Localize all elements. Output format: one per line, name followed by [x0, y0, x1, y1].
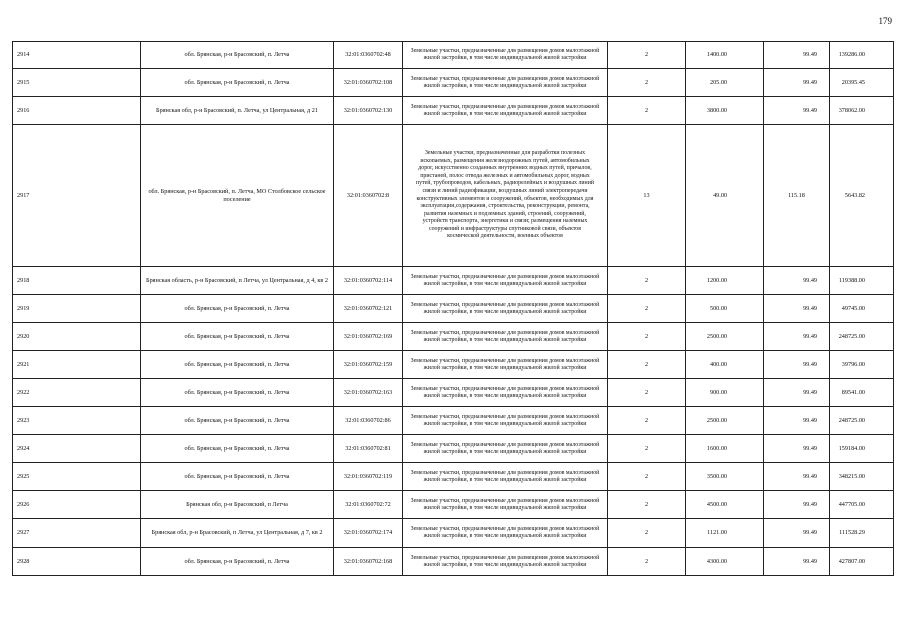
- area-cell: 1200.00: [686, 267, 764, 295]
- land-purpose-cell: Земельные участки, предназначенные для размещения домов малоэтажной жилой застройки, в том числе индивидуальной жилой застройки: [403, 519, 608, 548]
- land-purpose-cell: Земельные участки, предназначенные для размещения домов малоэтажной жилой застройки, в том числе индивидуальной жилой застройки: [403, 379, 608, 407]
- area-cell: 3800.00: [686, 97, 764, 125]
- table-row: [13, 295, 894, 323]
- address-cell: обл. Брянская, р-н Брасовский, п. Летча: [141, 42, 334, 69]
- area-cell: 3500.00: [686, 463, 764, 491]
- table-row: [13, 548, 894, 576]
- cadastral-value-cell: 20395.45: [830, 69, 894, 97]
- group-cell: 2: [608, 491, 686, 519]
- group-cell: 2: [608, 435, 686, 463]
- table-row: [13, 407, 894, 435]
- cadastral-number-cell: 32:01:0360702:130: [334, 97, 403, 125]
- unit-value-cell: 99.49: [764, 463, 830, 491]
- area-cell: 4500.00: [686, 491, 764, 519]
- address-cell: обл. Брянская, р-н Брасовский, п. Летча, МО Столбовское сельское поселение: [141, 125, 334, 267]
- address-cell: Брянская обл, р-н Брасовский, п Летча, ул Центральная, д 7, кв 2: [141, 519, 334, 548]
- cadastral-number-cell: 32:01:0360702:169: [334, 323, 403, 351]
- address-cell: обл. Брянская, р-н Брасовский, п. Летча: [141, 351, 334, 379]
- table-row: [13, 463, 894, 491]
- table-row: [13, 491, 894, 519]
- cadastral-number-cell: 32:01:0360702:8: [334, 125, 403, 267]
- land-purpose-cell: Земельные участки, предназначенные для размещения домов малоэтажной жилой застройки, в том числе индивидуальной жилой застройки: [403, 463, 608, 491]
- land-purpose-cell: Земельные участки, предназначенные для размещения домов малоэтажной жилой застройки, в том числе индивидуальной жилой застройки: [403, 407, 608, 435]
- cadastral-number-cell: 32:01:0360702:119: [334, 463, 403, 491]
- row-number: 2917: [13, 125, 141, 267]
- cadastral-value-cell: 111528.29: [830, 519, 894, 548]
- land-purpose-cell: Земельные участки, предназначенные для размещения домов малоэтажной жилой застройки, в том числе индивидуальной жилой застройки: [403, 435, 608, 463]
- table-row: [13, 97, 894, 125]
- area-cell: 2500.00: [686, 407, 764, 435]
- cadastral-number-cell: 32:01:0360702:72: [334, 491, 403, 519]
- address-cell: обл. Брянская, р-н Брасовский, п. Летча: [141, 435, 334, 463]
- cadastral-value-cell: 119388.00: [830, 267, 894, 295]
- table-row: [13, 42, 894, 69]
- address-cell: обл. Брянская, р-н Брасовский, п. Летча: [141, 69, 334, 97]
- land-registry-table: [12, 41, 894, 576]
- land-purpose-cell: Земельные участки, предназначенные для размещения домов малоэтажной жилой застройки, в том числе индивидуальной жилой застройки: [403, 548, 608, 576]
- row-number: 2921: [13, 351, 141, 379]
- cadastral-number-cell: 32:01:0360702:168: [334, 548, 403, 576]
- group-cell: 2: [608, 548, 686, 576]
- cadastral-value-cell: 248725.00: [830, 407, 894, 435]
- address-cell: обл. Брянская, р-н Брасовский, п. Летча: [141, 379, 334, 407]
- land-purpose-cell: Земельные участки, предназначенные для размещения домов малоэтажной жилой застройки, в том числе индивидуальной жилой застройки: [403, 42, 608, 69]
- group-cell: 13: [608, 125, 686, 267]
- area-cell: 1600.00: [686, 435, 764, 463]
- cadastral-value-cell: 427807.00: [830, 548, 894, 576]
- cadastral-value-cell: 89541.00: [830, 379, 894, 407]
- unit-value-cell: 99.49: [764, 97, 830, 125]
- group-cell: 2: [608, 295, 686, 323]
- cadastral-number-cell: 32:01:0360702:114: [334, 267, 403, 295]
- group-cell: 2: [608, 463, 686, 491]
- area-cell: 1121.00: [686, 519, 764, 548]
- unit-value-cell: 99.49: [764, 491, 830, 519]
- row-number: 2925: [13, 463, 141, 491]
- cadastral-number-cell: 32:01:0360702:81: [334, 435, 403, 463]
- row-number: 2928: [13, 548, 141, 576]
- group-cell: 2: [608, 351, 686, 379]
- cadastral-number-cell: 32:01:0360702:159: [334, 351, 403, 379]
- group-cell: 2: [608, 519, 686, 548]
- area-cell: 2500.00: [686, 323, 764, 351]
- land-purpose-cell: Земельные участки, предназначенные для размещения домов малоэтажной жилой застройки, в том числе индивидуальной жилой застройки: [403, 491, 608, 519]
- cadastral-number-cell: 32:01:0360702:108: [334, 69, 403, 97]
- address-cell: обл. Брянская, р-н Брасовский, п. Летча: [141, 295, 334, 323]
- cadastral-number-cell: 32:01:0360702:174: [334, 519, 403, 548]
- land-purpose-cell: Земельные участки, предназначенные для размещения домов малоэтажной жилой застройки, в том числе индивидуальной жилой застройки: [403, 323, 608, 351]
- row-number: 2918: [13, 267, 141, 295]
- area-cell: 4300.00: [686, 548, 764, 576]
- group-cell: 2: [608, 407, 686, 435]
- table-row: [13, 125, 894, 267]
- land-purpose-cell: Земельные участки, предназначенные для размещения домов малоэтажной жилой застройки, в том числе индивидуальной жилой застройки: [403, 97, 608, 125]
- row-number: 2926: [13, 491, 141, 519]
- unit-value-cell: 99.49: [764, 69, 830, 97]
- cadastral-value-cell: 5643.82: [830, 125, 894, 267]
- group-cell: 2: [608, 69, 686, 97]
- unit-value-cell: 99.49: [764, 351, 830, 379]
- unit-value-cell: 99.49: [764, 379, 830, 407]
- land-purpose-cell: Земельные участки, предназначенные для размещения домов малоэтажной жилой застройки, в том числе индивидуальной жилой застройки: [403, 69, 608, 97]
- cadastral-value-cell: 248725.00: [830, 323, 894, 351]
- unit-value-cell: 99.49: [764, 323, 830, 351]
- cadastral-value-cell: 447705.00: [830, 491, 894, 519]
- group-cell: 2: [608, 323, 686, 351]
- area-cell: 49.00: [686, 125, 764, 267]
- table-row: [13, 519, 894, 548]
- row-number: 2924: [13, 435, 141, 463]
- group-cell: 2: [608, 42, 686, 69]
- table-row: [13, 69, 894, 97]
- address-cell: обл. Брянская, р-н Брасовский, п. Летча: [141, 407, 334, 435]
- area-cell: 400.00: [686, 351, 764, 379]
- land-purpose-cell: Земельные участки, предназначенные для размещения домов малоэтажной жилой застройки, в том числе индивидуальной жилой застройки: [403, 295, 608, 323]
- row-number: 2916: [13, 97, 141, 125]
- unit-value-cell: 99.49: [764, 407, 830, 435]
- table-row: [13, 267, 894, 295]
- land-purpose-cell: Земельные участки, предназначенные для разработки полезных ископаемых, размещения железнодорожных путей, автомобильных дорог, искусственно созданных внутренних водных путей, причалов, пристаней, полос отвода железных и автомобильных дорог, водных путей, трубопроводов, кабельных, радиорелейных и воздушных линий связи и линий радиофикации, воздушных линий электропередачи конструктивных элементов и сооружений, объектов, необходимых для эксплуатации,содержания, строительства, реконструкции, ремонта, развития наземных и подземных зданий, строений, сооружений, устройств транспорта, энергетики и связи; размещения наземных сооружений и инфраструктуры спутниковой связи, объектов космической деятельности, военных объектов: [403, 125, 608, 267]
- row-number: 2920: [13, 323, 141, 351]
- address-cell: обл. Брянская, р-н Брасовский, п. Летча: [141, 323, 334, 351]
- area-cell: 205.00: [686, 69, 764, 97]
- cadastral-value-cell: 378062.00: [830, 97, 894, 125]
- row-number: 2927: [13, 519, 141, 548]
- address-cell: Брянская обл, р-н Брасовский, п. Летча, ул Центральная, д 21: [141, 97, 334, 125]
- address-cell: обл. Брянская, р-н Брасовский, п. Летча: [141, 548, 334, 576]
- unit-value-cell: 99.49: [764, 548, 830, 576]
- group-cell: 2: [608, 267, 686, 295]
- group-cell: 2: [608, 379, 686, 407]
- table-row: [13, 323, 894, 351]
- unit-value-cell: 99.49: [764, 435, 830, 463]
- unit-value-cell: 99.49: [764, 267, 830, 295]
- table-row: [13, 351, 894, 379]
- address-cell: Брянская область, р-н Брасовский, п Летча, ул Центральная, д 4, кв 2: [141, 267, 334, 295]
- table-row: [13, 379, 894, 407]
- row-number: 2922: [13, 379, 141, 407]
- area-cell: 900.00: [686, 379, 764, 407]
- unit-value-cell: 115.18: [764, 125, 830, 267]
- page-number: 179: [878, 16, 892, 26]
- area-cell: 1400.00: [686, 42, 764, 69]
- cadastral-number-cell: 32:01:0360702:121: [334, 295, 403, 323]
- cadastral-number-cell: 32:01:0360702:86: [334, 407, 403, 435]
- row-number: 2915: [13, 69, 141, 97]
- cadastral-value-cell: 49745.00: [830, 295, 894, 323]
- cadastral-value-cell: 348215.00: [830, 463, 894, 491]
- area-cell: 500.00: [686, 295, 764, 323]
- row-number: 2923: [13, 407, 141, 435]
- unit-value-cell: 99.49: [764, 42, 830, 69]
- row-number: 2919: [13, 295, 141, 323]
- address-cell: Брянская обл, р-н Брасовский, п Летча: [141, 491, 334, 519]
- cadastral-value-cell: 39796.00: [830, 351, 894, 379]
- group-cell: 2: [608, 97, 686, 125]
- row-number: 2914: [13, 42, 141, 69]
- cadastral-number-cell: 32:01:0360702:48: [334, 42, 403, 69]
- table-row: [13, 435, 894, 463]
- land-purpose-cell: Земельные участки, предназначенные для размещения домов малоэтажной жилой застройки, в том числе индивидуальной жилой застройки: [403, 351, 608, 379]
- cadastral-value-cell: 159184.00: [830, 435, 894, 463]
- cadastral-number-cell: 32:01:0360702:163: [334, 379, 403, 407]
- unit-value-cell: 99.49: [764, 295, 830, 323]
- land-purpose-cell: Земельные участки, предназначенные для размещения домов малоэтажной жилой застройки, в том числе индивидуальной жилой застройки: [403, 267, 608, 295]
- unit-value-cell: 99.49: [764, 519, 830, 548]
- address-cell: обл. Брянская, р-н Брасовский, п. Летча: [141, 463, 334, 491]
- cadastral-value-cell: 139286.00: [830, 42, 894, 69]
